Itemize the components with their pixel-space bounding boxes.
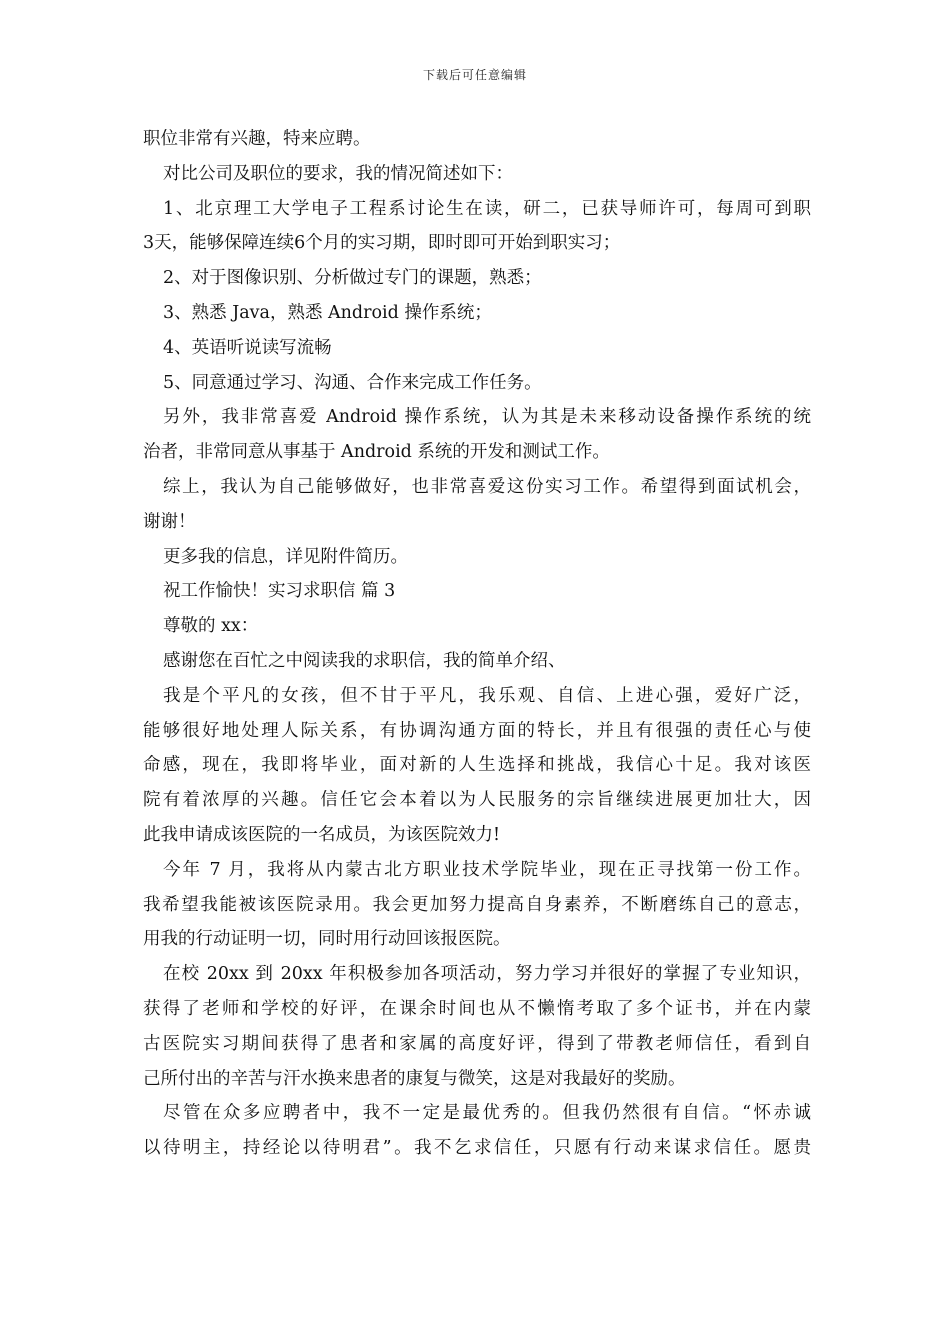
text-line: 4、英语听说读写流畅 [163, 337, 332, 358]
text-line: 3天，能够保障连续6个月的实习期，即时即可开始到职实习； [143, 233, 621, 254]
text-line: 古医院实习期间获得了患者和家属的高度好评，得到了带教老师信任，看到自 [143, 1033, 811, 1054]
text-line: 用我的行动证明一切，同时用行动回该报医院。 [143, 929, 511, 950]
text-line: 谢谢！ [143, 511, 196, 532]
text-line: 祝工作愉快！实习求职信 篇 3 [163, 581, 396, 602]
text-line: 1、北京理工大学电子工程系讨论生在读，研二，已获导师许可，每周可到职 [163, 198, 811, 219]
text-line: 命感，现在，我即将毕业，面对新的人生选择和挑战，我信心十足。我对该医 [143, 755, 811, 776]
text-line: 5、同意通过学习、沟通、合作来完成工作任务。 [163, 372, 542, 393]
document-body [143, 122, 811, 1166]
text-line: 治者，非常同意从事基于 Android 系统的开发和测试工作。 [143, 442, 610, 463]
text-line: 另外，我非常喜爱 Android 操作系统，认为其是未来移动设备操作系统的统 [163, 407, 811, 428]
page-header: 下载后可任意编辑 [422, 68, 527, 82]
text-line: 此我申请成该医院的一名成员，为该医院效力! [143, 824, 501, 845]
text-line: 己所付出的辛苦与汗水换来患者的康复与微笑，这是对我最好的奖励。 [143, 1068, 686, 1089]
text-line: 2、对于图像识别、分析做过专门的课题，熟悉； [163, 268, 542, 289]
text-line: 能够很好地处理人际关系，有协调沟通方面的特长，并且有很强的责任心与使 [143, 720, 811, 741]
text-line: 对比公司及职位的要求，我的情况简述如下： [163, 163, 513, 184]
text-line: 感谢您在百忙之中阅读我的求职信，我的简单介绍、 [163, 650, 566, 671]
text-line: 3、熟悉 Java，熟悉 Android 操作系统； [163, 302, 492, 323]
text-line: 获得了老师和学校的好评，在课余时间也从不懒惰考取了多个证书，并在内蒙 [143, 998, 811, 1019]
text-line: 我希望我能被该医院录用。我会更加努力提高自身素养，不断磨练自己的意志， [143, 894, 811, 915]
text-line: 更多我的信息，详见附件简历。 [163, 546, 408, 567]
text-line: 以待明主，持经论以待明君”。我不乞求信任，只愿有行动来谋求信任。愿贵 [143, 1138, 811, 1159]
text-line: 今年 7 月，我将从内蒙古北方职业技术学院毕业，现在正寻找第一份工作。 [163, 859, 811, 880]
text-line: 院有着浓厚的兴趣。信任它会本着以为人民服务的宗旨继续进展更加壮大，因 [143, 790, 811, 811]
text-line: 职位非常有兴趣，特来应聘。 [143, 129, 371, 149]
text-line: 综上，我认为自己能够做好，也非常喜爱这份实习工作。希望得到面试机会， [163, 476, 811, 497]
text-line: 尽管在众多应聘者中，我不一定是最优秀的。但我仍然很有自信。“怀赤诚 [163, 1103, 811, 1124]
text-line: 在校 20xx 到 20xx 年积极参加各项活动，努力学习并很好的掌握了专业知识， [163, 964, 811, 985]
text-line: 我是个平凡的女孩，但不甘于平凡，我乐观、自信、上进心强，爱好广泛， [163, 685, 811, 706]
text-line: 尊敬的 xx： [163, 616, 259, 637]
